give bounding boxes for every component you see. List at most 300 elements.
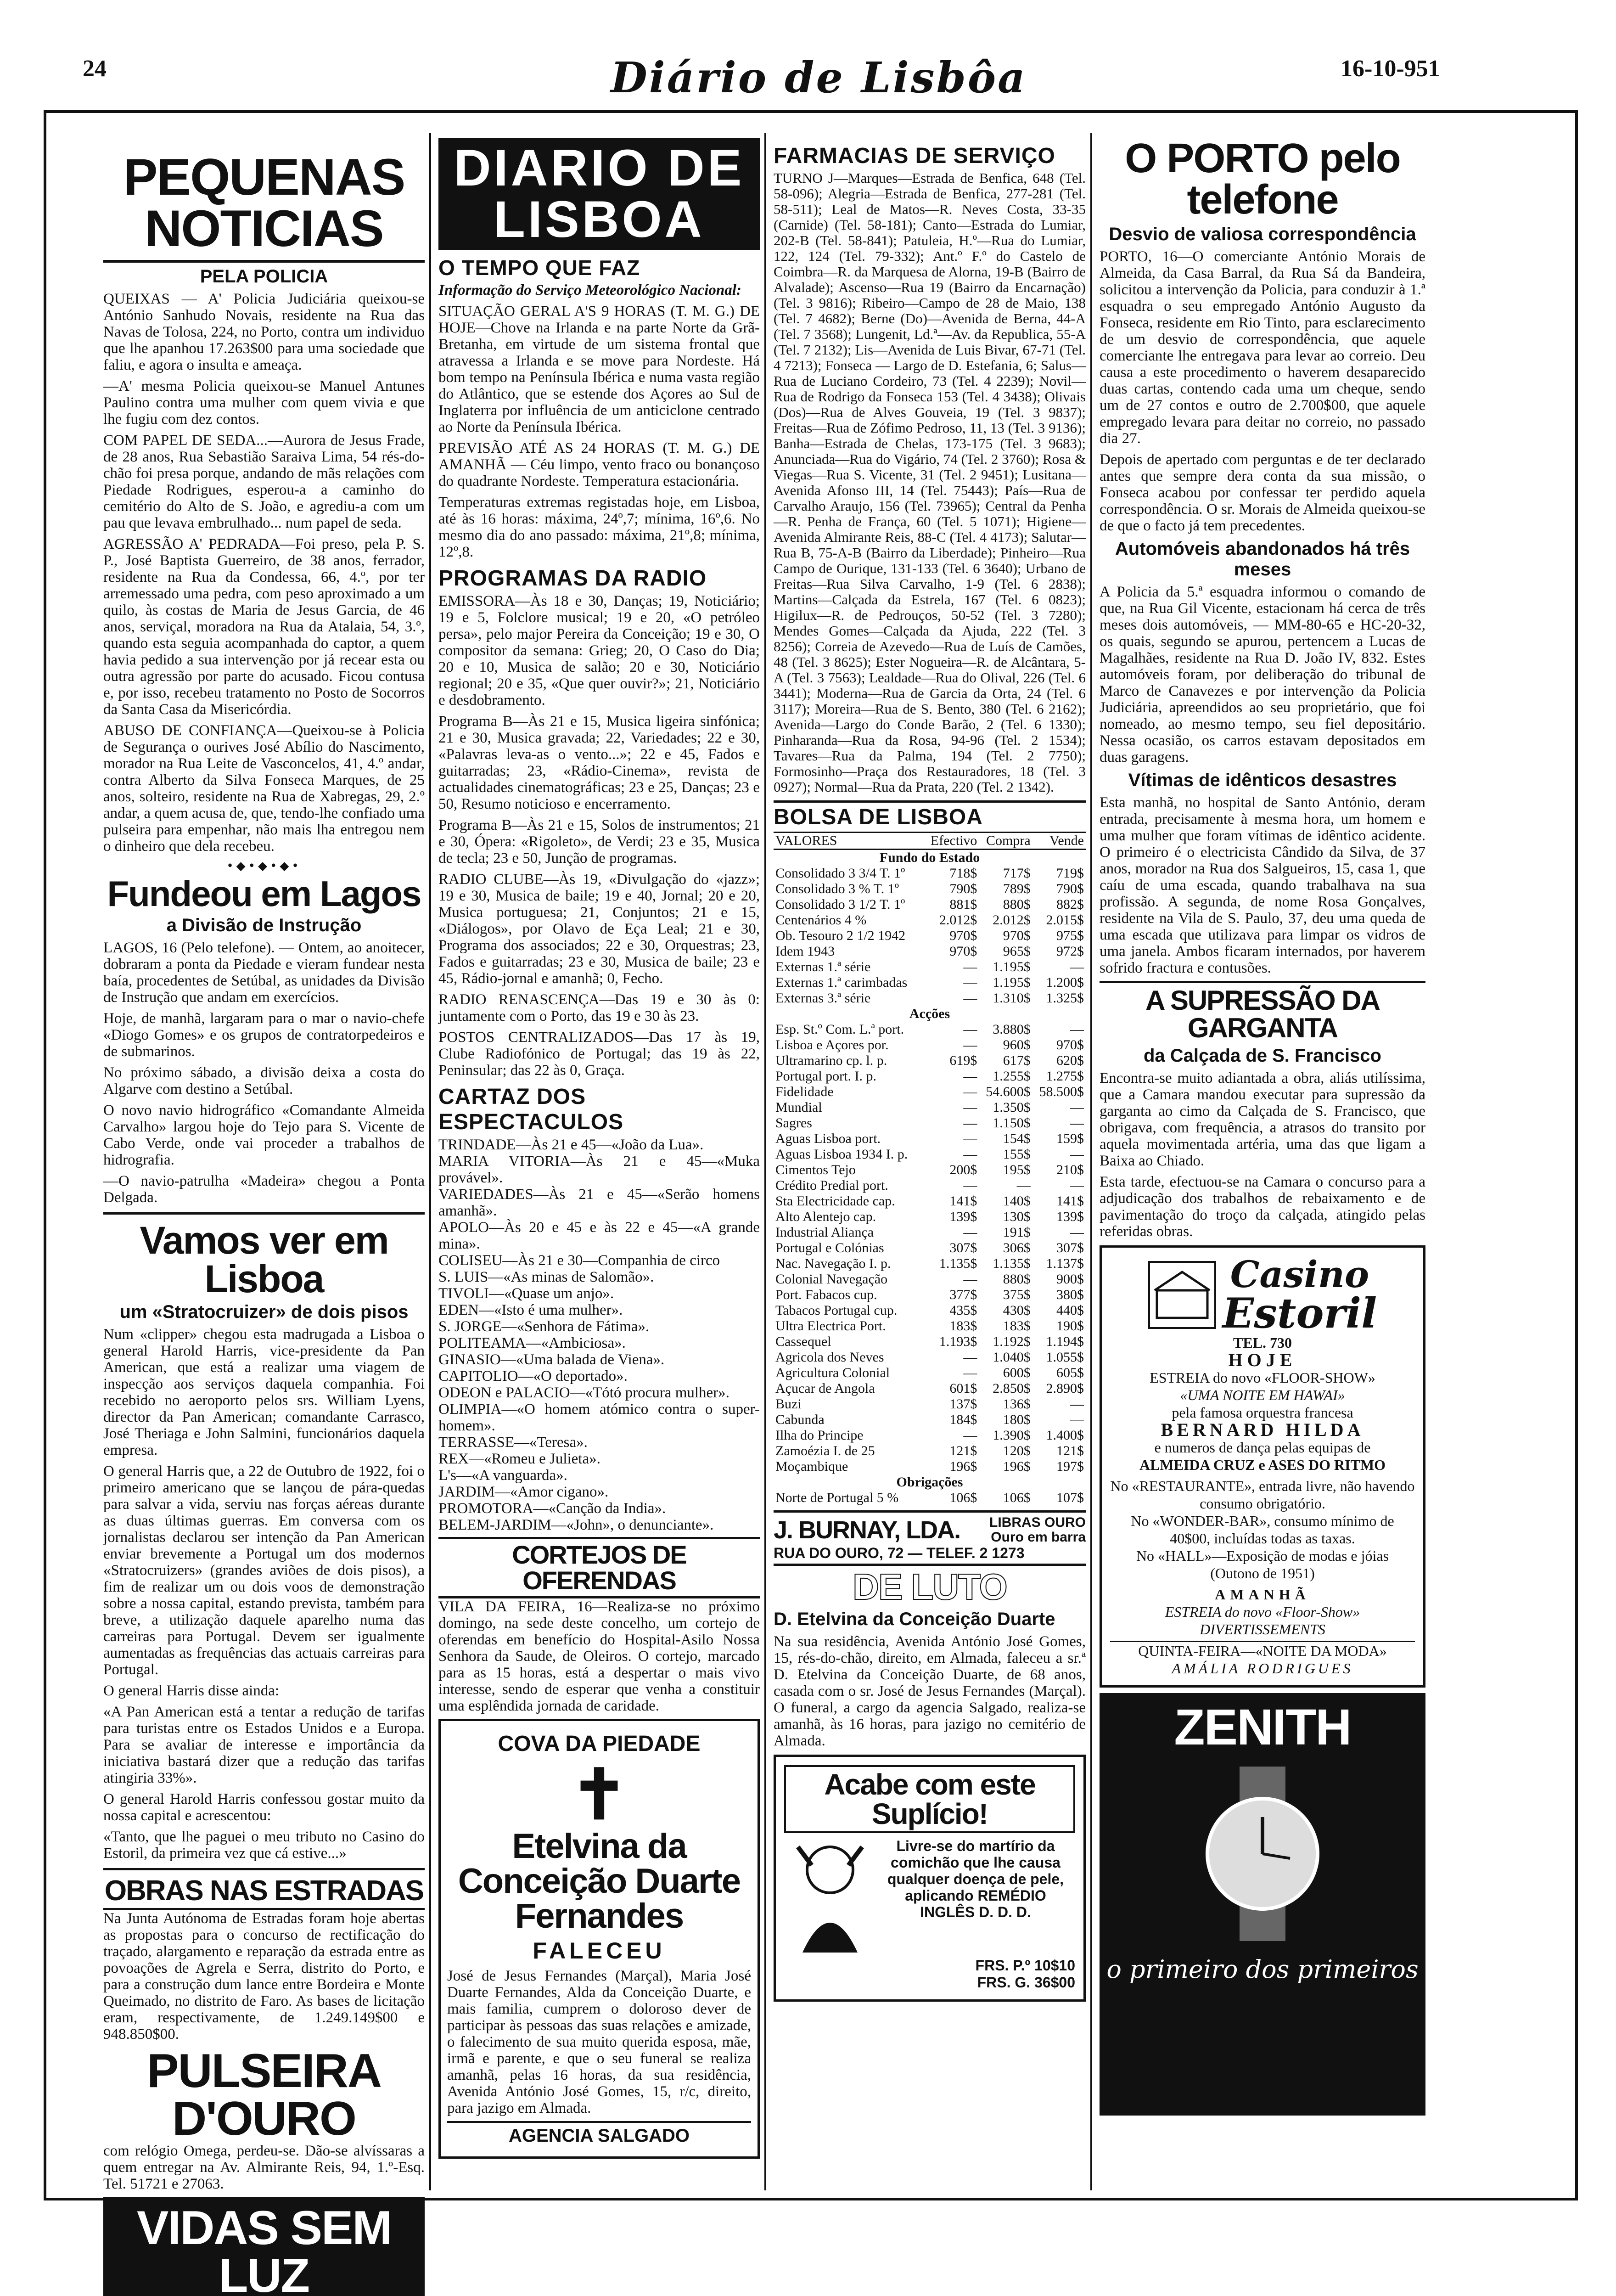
- stock-price: —: [1070, 1225, 1084, 1240]
- stock-price: 2.012$: [939, 912, 977, 928]
- headline: Vamos ver em Lisboa: [140, 1219, 388, 1300]
- stock-price: 196$: [1003, 1459, 1031, 1474]
- paragraph: Na sua residência, Avenida António José Gomes, 15, rés-do-chão, direito, em Almada, faleceu a sr.ª D. Etelvina da Conceição Duarte, de 68 anos, casada com o sr. José de Jesus Fernandes (Marçal). O funeral, a cargo da agencia Salgado, realiza-se amanhã, às 16 horas, para jazigo no cemitério de Almada.: [774, 1633, 1086, 1749]
- stock-price: —: [963, 1350, 977, 1365]
- stock-price: 790$: [949, 881, 977, 896]
- table-subheader: Acções: [909, 1006, 950, 1021]
- show-listing: REX—«Romeu e Julieta».: [438, 1451, 600, 1467]
- ad-price: FRS. G. 36$00: [977, 1974, 1075, 1991]
- table-row: [774, 975, 1086, 990]
- ornament-divider: •◆•◆•◆•: [226, 859, 302, 873]
- table-header: VALORES: [775, 833, 837, 848]
- paragraph: —O navio-patrulha «Madeira» chegou a Ponta Delgada.: [103, 1173, 425, 1206]
- table-row: [774, 944, 1086, 959]
- stock-price: 196$: [949, 1459, 977, 1474]
- table-row: [774, 1443, 1086, 1459]
- stock-price: 718$: [949, 866, 977, 881]
- table-row: [774, 1131, 1086, 1147]
- stock-price: 195$: [1003, 1162, 1031, 1177]
- column-rule: [1090, 133, 1092, 2190]
- burnay-address: RUA DO OURO, 72 — TELEF. 2 1273: [774, 1545, 1086, 1566]
- stock-price: 880$: [1003, 1272, 1031, 1287]
- stock-name: Consolidado 3 % T. 1º: [775, 881, 899, 896]
- table-row: [774, 1381, 1086, 1396]
- show-listing: TRINDADE—Às 21 e 45—«João da Lua».: [438, 1137, 704, 1153]
- table-row: [774, 1287, 1086, 1303]
- stock-price: —: [963, 1131, 977, 1146]
- stock-name: Portugal e Colónias: [775, 1240, 884, 1255]
- stock-price: 159$: [1056, 1131, 1084, 1146]
- burnay-gold: LIBRAS OURO: [989, 1515, 1086, 1530]
- stock-price: 106$: [1003, 1490, 1031, 1505]
- stock-price: —: [963, 1147, 977, 1162]
- stock-name: Zamoézia I. de 25: [775, 1443, 875, 1458]
- stock-name: Colonial Navegação: [775, 1272, 888, 1287]
- stock-name: Externas 3.ª série: [775, 990, 871, 1006]
- stock-name: Agricultura Colonial: [775, 1365, 890, 1380]
- stock-price: 1.325$: [1046, 990, 1084, 1006]
- stock-price: —: [963, 1365, 977, 1380]
- stock-price: —: [1070, 1412, 1084, 1427]
- zenith-ad: [1100, 1693, 1425, 2116]
- table-row: [774, 1069, 1086, 1084]
- paragraph: Temperaturas extremas registadas hoje, em Lisboa, até às 16 horas: máxima, 24º,7; mínima, 16º,6. No mesmo dia do ano passado: máxima, 21º,8; mínima, 12º,8.: [438, 494, 760, 560]
- show-listing: POLITEAMA—«Ambiciosa».: [438, 1335, 626, 1351]
- headline: A SUPRESSÃO DA GARGANTA: [1100, 981, 1425, 1042]
- stock-name: Industrial Aliança: [775, 1225, 874, 1240]
- obituary-agency: AGENCIA SALGADO: [447, 2121, 751, 2146]
- stock-name: Açucar de Angola: [775, 1381, 875, 1396]
- stock-name: Cabunda: [775, 1412, 825, 1427]
- stock-price: 1.310$: [993, 990, 1031, 1006]
- stock-price: 1.055$: [1046, 1350, 1084, 1365]
- show-listing: COLISEU—Às 21 e 30—Companhia de circo: [438, 1252, 720, 1269]
- zenith-logo: ZENITH: [1174, 1699, 1351, 1756]
- obituary-notice: [438, 1719, 760, 2159]
- stock-name: Cassequel: [775, 1334, 831, 1349]
- stock-price: 790$: [1056, 881, 1084, 896]
- stock-price: 54.600$: [986, 1084, 1031, 1099]
- stock-price: —: [963, 1100, 977, 1115]
- stock-name: Portugal port. I. p.: [775, 1069, 876, 1084]
- stock-price: 972$: [1056, 944, 1084, 959]
- cross-icon: ✝: [570, 1754, 628, 1835]
- stock-name: Mundial: [775, 1100, 822, 1115]
- stock-table: [774, 832, 1086, 1506]
- stock-price: 3.880$: [993, 1022, 1031, 1037]
- stock-name: Agricola dos Neves: [775, 1350, 884, 1365]
- stock-price: 882$: [1056, 897, 1084, 912]
- ad-headline: Acabe com este Suplício!: [784, 1765, 1075, 1833]
- show-listing: TIVOLI—«Quase um anjo».: [438, 1285, 614, 1302]
- ad-line: e numeros de dança pelas equipas de: [1154, 1439, 1371, 1456]
- stock-price: 620$: [1056, 1053, 1084, 1068]
- stock-price: 435$: [949, 1303, 977, 1318]
- table-subheader: Fundo do Estado: [879, 850, 980, 865]
- ad-line: AMÁLIA RODRIGUES: [1172, 1660, 1353, 1677]
- ad-line: No «RESTAURANTE», entrada livre, não havendo consumo obrigatório.: [1110, 1478, 1415, 1512]
- ad-line: ALMEIDA CRUZ e ASES DO RITMO: [1139, 1457, 1386, 1473]
- headline: OBRAS NAS ESTRADAS: [103, 1877, 425, 1910]
- stock-price: 1.275$: [1046, 1069, 1084, 1084]
- show-listing: TERRASSE—«Teresa».: [438, 1434, 588, 1451]
- table-row: [774, 1256, 1086, 1272]
- show-listing: OLIMPIA—«O homem atómico contra o super-homem».: [438, 1401, 760, 1434]
- section-heading: PROGRAMAS DA RADIO: [438, 566, 707, 591]
- watch-icon: [1189, 1767, 1336, 1941]
- stock-price: 183$: [949, 1318, 977, 1334]
- stock-price: 1.193$: [939, 1334, 977, 1349]
- stock-price: 440$: [1056, 1303, 1084, 1318]
- stock-price: 617$: [1003, 1053, 1031, 1068]
- zenith-tagline: o primeiro dos primeiros: [1106, 1955, 1419, 1984]
- ad-line: HOJE: [1228, 1350, 1297, 1370]
- stock-name: Fidelidade: [775, 1084, 834, 1099]
- paragraph: Esta manhã, no hospital de Santo António, deram entrada, precisamente à mesma hora, um homem e uma mulher que foram vítimas de idêntico acidente. O primeiro é o electricista Cândido da Silva, de 37 anos, morador na Rua dos Salgueiros, 15, casa 1, que caíu de uma escada, quando trabalhava na sua profissão. A segunda, de nome Rosa Gonçalves, residente na Vila de S. Paulo, 37, deu uma queda de uma escada que utilizava para limpar os vidros de uma janela. Ambos ficaram internados, por haverem sofrido fractura e contusões.: [1100, 794, 1425, 976]
- stock-name: Nac. Navegação I. p.: [775, 1256, 891, 1271]
- ad-line: AMANHÃ: [1215, 1586, 1310, 1603]
- stock-price: 970$: [949, 944, 977, 959]
- headline: Fundeou em Lagos: [107, 873, 421, 914]
- stock-price: 601$: [949, 1381, 977, 1396]
- stock-price: —: [963, 1225, 977, 1240]
- ad-text: Livre-se do martírio da comichão que lhe causa qualquer doença de pele, aplicando REMÉDIO INGLÊS D. D. D.: [887, 1838, 1064, 1920]
- paragraph: «Tanto, que lhe paguei o meu tributo no Casino do Estoril, da primeira vez que cá estive...»: [103, 1829, 425, 1862]
- show-listing: BELEM-JARDIM—«John», o denunciante».: [438, 1517, 714, 1533]
- table-row: [774, 1022, 1086, 1037]
- stock-price: 1.195$: [993, 975, 1031, 990]
- paragraph: O general Harris disse ainda:: [103, 1683, 280, 1699]
- vidas-sem-luz-ad: VIDAS SEM LUZ: [103, 2197, 425, 2296]
- stock-price: 975$: [1056, 928, 1084, 943]
- stock-price: —: [963, 1428, 977, 1443]
- paragraph: Na Junta Autónoma de Estradas foram hoje abertas as propostas para o concurso de rectificação do traçado, alargamento e reparação da estrada entre as povoações de Agrela e Serra, distrito do Porto, e para a construção dum lance entre Bordeira e Monte Queimado, no distrito de Faro. As bases de licitação eram, respectivamente, de 1.249.149$00 e 948.850$00.: [103, 1910, 425, 2043]
- stock-price: 155$: [1003, 1147, 1031, 1162]
- section-heading: FARMACIAS DE SERVIÇO: [774, 144, 1055, 168]
- paragraph: QUEIXAS — A' Policia Judiciária queixou-se António Sanhudo Novais, residente na Rua das Navas de Tolosa, 224, no Porto, contra um individuo que lhe apanhou 17.263$00 para uma sociedade que faliu, e agora o insulta e ameaça.: [103, 291, 425, 373]
- table-row: [774, 1209, 1086, 1225]
- table-row: [774, 1334, 1086, 1350]
- stock-price: 130$: [1003, 1209, 1031, 1224]
- paragraph: No próximo sábado, a divisão deixa a costa do Algarve com destino a Setúbal.: [103, 1064, 425, 1097]
- stock-name: Tabacos Portugal cup.: [775, 1303, 898, 1318]
- stock-price: 140$: [1003, 1193, 1031, 1209]
- stock-price: 430$: [1003, 1303, 1031, 1318]
- stock-price: —: [963, 959, 977, 974]
- show-listing: VARIEDADES—Às 21 e 45—«Serão homens amanhã».: [438, 1186, 760, 1219]
- paragraph: COM PAPEL DE SEDA...—Aurora de Jesus Frade, de 28 anos, Rua Sebastião Saraiva Lima, 54 rés-do-chão foi presa porque, andando de mãs relações com Piedade Rodrigues, esperou-a a caminho do cemitério do Alto de S. João, e agrediu-a com um pau que levava embrulhado... num papel de seda.: [103, 432, 425, 531]
- stock-price: 600$: [1003, 1365, 1031, 1380]
- obituary-status: FALECEU: [533, 1938, 666, 1964]
- table-row: [774, 1490, 1086, 1506]
- subheadline: da Calçada de S. Francisco: [1144, 1046, 1381, 1066]
- table-subheader: Obrigações: [896, 1474, 963, 1490]
- estoril-logo: Estoril: [1222, 1289, 1377, 1338]
- section-heading: O TEMPO QUE FAZ: [438, 256, 640, 280]
- table-row: [774, 1412, 1086, 1428]
- stock-name: Consolidado 3 3/4 T. 1º: [775, 866, 905, 881]
- stock-price: —: [963, 975, 977, 990]
- table-row: [774, 1459, 1086, 1474]
- scratching-man-icon: [784, 1838, 876, 1957]
- table-row: [774, 1318, 1086, 1334]
- column-2: [438, 138, 760, 2190]
- stock-price: 307$: [1056, 1240, 1084, 1255]
- stock-price: 210$: [1056, 1162, 1084, 1177]
- stock-price: 2.015$: [1046, 912, 1084, 928]
- table-row: [774, 928, 1086, 944]
- stock-price: 1.400$: [1046, 1428, 1084, 1443]
- stock-price: 1.135$: [939, 1256, 977, 1271]
- paragraph: RADIO CLUBE—Às 19, «Divulgação do «jazz»; 19 e 30, Musica de baile; 19 e 40, Jornal; 20 e 20, Musica portuguesa; 21, Conjuntos; 21 e 15, «Diálogos», por Olavo de Eça Leal; 21 e 30, Programa dos associados; 22 e 30, Orquestras; 23, Fados e guitarradas; 23 e 30, Musica de baile; 23 e 45, Rádio-jornal e amanhã; 0, Fecho.: [438, 871, 760, 987]
- paragraph: RADIO RENASCENÇA—Das 19 e 30 às 0: juntamente com o Porto, das 19 e 30 às 23.: [438, 991, 760, 1024]
- subheadline: Vítimas de idênticos desastres: [1128, 770, 1397, 790]
- remedy-ad: [774, 1755, 1086, 2002]
- paragraph: ABUSO DE CONFIANÇA—Queixou-se à Policia de Segurança o ourives José Abílio do Nascimento, morador na Rua Leite de Vasconcelos, 41, 4.º andar, contra Alberto da Silva Fonseca Marques, de 25 anos, solteiro, residente na Rua de Xabregas, 29, 2.º andar, a quem acusa de, que, tendo-lhe confiado uma pulseira para empenhar, não mais lha entregou nem o dinheiro que dela recebeu.: [103, 722, 425, 855]
- table-row: [774, 866, 1086, 881]
- paragraph: PREVISÃO ATÉ AS 24 HORAS (T. M. G.) DE AMANHÃ — Céu limpo, vento fraco ou bonançoso do quadrante Nordeste. Temperatura estacionária.: [438, 440, 760, 490]
- paragraph: AGRESSÃO A' PEDRADA—Foi preso, pela P. S. P., José Baptista Guerreiro, de 38 anos, ferrador, residente na Rua da Condessa, 66, 4.º, por ter arremessado uma pedra, com peso aproximado a um quilo, às costas de Maria de Jesus Garcia, de 46 anos, serviçal, moradora na Rua da Atalaia, 54, 3.º, quando esta seguia acompanhada do captor, a quem havia pedido a sua intervenção por já recear esta ou outra agressão por parte do acusado. Ficou contusa e, por isso, recebeu tratamento no Posto de Socorros da Santa Casa da Misericórdia.: [103, 536, 425, 718]
- table-row: [774, 1115, 1086, 1131]
- stock-price: 141$: [1056, 1193, 1084, 1209]
- stock-price: 120$: [1003, 1443, 1031, 1458]
- ad-line: «UMA NOITE EM HAWAI»: [1180, 1387, 1345, 1403]
- stock-name: Norte de Portugal 5 %: [775, 1490, 899, 1505]
- divider: [103, 1212, 425, 1215]
- stock-price: 605$: [1056, 1365, 1084, 1380]
- stock-price: 180$: [1003, 1412, 1031, 1427]
- stock-name: Ilha do Principe: [775, 1428, 864, 1443]
- stock-price: 183$: [1003, 1318, 1031, 1334]
- table-row: [774, 1193, 1086, 1209]
- show-listing: S. LUIS—«As minas de Salomão».: [438, 1269, 654, 1285]
- stock-name: Lisboa e Açores por.: [775, 1037, 889, 1052]
- stock-name: Centenários 4 %: [775, 912, 867, 928]
- paragraph: Programa B—Às 21 e 15, Solos de instrumentos; 21 e 30, Ópera: «Rigoleto», de Verdi; 23 e 35, Musica de tecla; 23 e 50, Junção de programas.: [438, 817, 760, 867]
- section-heading: CARTAZ DOS ESPECTACULOS: [438, 1085, 624, 1134]
- stock-price: 1.135$: [993, 1256, 1031, 1271]
- stock-name: Sagres: [775, 1115, 812, 1131]
- paragraph: VILA DA FEIRA, 16—Realiza-se no próximo domingo, na sede deste concelho, um cortejo de oferendas em benefício do Hospital-Asilo Nossa Senhora da Saude, de Oleiros. O cortejo, marcado para as 15 horas, está a despertar o mais vivo interesse, sendo de esperar que venha a constituir uma esplêndida jornada de caridade.: [438, 1598, 760, 1714]
- section-heading: BOLSA DE LISBOA: [774, 800, 1086, 830]
- stock-price: 58.500$: [1039, 1084, 1084, 1099]
- stock-price: 1.255$: [993, 1069, 1031, 1084]
- headline: O PORTO pelo telefone: [1125, 135, 1400, 223]
- table-row: [774, 1428, 1086, 1443]
- paragraph: Encontra-se muito adiantada a obra, aliás utilíssima, que a Camara mandou executar para supressão da garganta ao cimo da Calçada de S. Francisco, que obrigava, com frequência, a atrasos do transito por aquela movimentada artéria, uma das que ligam a Baixa ao Chiado.: [1100, 1070, 1425, 1169]
- stock-price: 200$: [949, 1162, 977, 1177]
- headline: PULSEIRA D'OURO: [147, 2044, 381, 2145]
- column-1: [103, 138, 425, 2296]
- paragraph: com relógio Omega, perdeu-se. Dão-se alvíssaras a quem entregar na Av. Almirante Reis, 94, 1.º-Esq. Tel. 51721 e 27063.: [103, 2143, 425, 2192]
- stock-price: 1.150$: [993, 1115, 1031, 1131]
- stock-price: 970$: [1003, 928, 1031, 943]
- section-subtitle: PELA POLICIA: [200, 266, 328, 287]
- stock-price: 1.192$: [993, 1334, 1031, 1349]
- paragraph: EMISSORA—Às 18 e 30, Danças; 19, Noticiário; 19 e 5, Folclore musical; 19 e 20, «O petróleo persa», pelo major Pereira da Conceição; 19 e 30, O compositor da semana: Grieg; 20, O Caso do Dia; 20 e 10, Musica de salão; 20 e 30, Noticiário regional; 20 e 35, «Que quer ouvir?»; 21, Noticiário e desdobramento.: [438, 593, 760, 709]
- show-listing: S. JORGE—«Senhora de Fátima».: [438, 1318, 650, 1335]
- paragraph: SITUAÇÃO GERAL A'S 9 HORAS (T. M. G.) DE HOJE—Chove na Irlanda e na parte Norte da Grã-Bretanha, em virtude de um sistema frontal que atravessa a Irlanda e se move para Nordeste. Há bom tempo na Península Ibérica e numa vasta região do Atlântico, que se estende dos Açores ao Sul de Inglaterra por influência de um anticiclone centrado ao Norte da Península Ibérica.: [438, 303, 760, 435]
- stock-price: 197$: [1056, 1459, 1084, 1474]
- burnay-name: J. BURNAY, LDA.: [774, 1516, 960, 1544]
- stock-price: 1.040$: [993, 1350, 1031, 1365]
- table-row: [774, 1053, 1086, 1069]
- masthead-title: Diário de Lisbôa: [611, 53, 1027, 102]
- table-row: [774, 1365, 1086, 1381]
- stock-price: 1.350$: [993, 1100, 1031, 1115]
- stock-price: 106$: [949, 1490, 977, 1505]
- table-row: [774, 1272, 1086, 1287]
- stock-price: —: [963, 990, 977, 1006]
- stock-name: Crédito Predial port.: [775, 1178, 888, 1193]
- table-row: [774, 881, 1086, 897]
- obituary-location: COVA DA PIEDADE: [498, 1732, 701, 1756]
- column-4: [1100, 135, 1425, 2190]
- stock-name: Ob. Tesouro 2 1/2 1942: [775, 928, 906, 943]
- stock-price: 719$: [1056, 866, 1084, 881]
- show-listing: JARDIM—«Amor cigano».: [438, 1484, 609, 1500]
- show-listing: GINASIO—«Uma balada de Viena».: [438, 1351, 665, 1368]
- ad-line: QUINTA-FEIRA—«NOITE DA MODA»: [1110, 1641, 1415, 1660]
- ad-line: No «HALL»—Exposição de modas e jóias (Outono de 1951): [1136, 1548, 1389, 1581]
- stock-price: —: [963, 1115, 977, 1131]
- casino-logo: Casino: [1230, 1253, 1369, 1296]
- stock-price: —: [1070, 1115, 1084, 1131]
- stock-price: 141$: [949, 1193, 977, 1209]
- table-header: Compra: [986, 833, 1031, 848]
- subheadline: Desvio de valiosa correspondência: [1109, 224, 1416, 244]
- subheadline: um «Stratocruizer» de dois pisos: [119, 1302, 409, 1322]
- stock-price: 2.012$: [993, 912, 1031, 928]
- stock-price: —: [1070, 1100, 1084, 1115]
- stock-price: —: [1016, 1178, 1031, 1193]
- table-row: [774, 1225, 1086, 1240]
- show-listing: EDEN—«Isto é uma mulher».: [438, 1302, 623, 1318]
- paragraph: O general Harris que, a 22 de Outubro de 1922, foi o primeiro americano que se lançou de pára-quedas para salvar a vida, serviu nas forças aéreas durante as duas últimas guerras. Em conversa com os jornalistas declarou ser intenção da Pan American enviar brevemente a Portugal um dos modernos «Stratocruizers» (grandes aviões de dois pisos), a fim de realizar um ou dois voos de demonstração sobre a nossa capital, estando prevista, também para breve, a utilização daquele aparelho numa das carreiras para Portugal. Devem ser igualmente aumentadas as frequências das actuais carreiras para Portugal.: [103, 1463, 425, 1678]
- stock-price: 619$: [949, 1053, 977, 1068]
- table-row: [774, 912, 1086, 928]
- subheadline: a Divisão de Instrução: [166, 915, 362, 935]
- table-row: [774, 1162, 1086, 1178]
- stock-price: 191$: [1003, 1225, 1031, 1240]
- stock-name: Moçambique: [775, 1459, 848, 1474]
- show-listing: ODEON e PALACIO—«Tótó procura mulher».: [438, 1384, 729, 1401]
- table-row: [774, 990, 1086, 1006]
- table-row: [774, 1350, 1086, 1365]
- stock-price: —: [1070, 1178, 1084, 1193]
- paragraph: Num «clipper» chegou esta madrugada a Lisboa o general Harold Harris, vice-presidente da Pan American, que está a realizar uma viagem de inspecção aos serviços daquela companhia. Foi recebido no aeroporto pelos srs. William Lyens, director da Pan American; comandante Carrasco, José Theriaga e John Salmini, funcionários daquela empresa.: [103, 1326, 425, 1458]
- stock-price: 970$: [949, 928, 977, 943]
- stock-price: 154$: [1003, 1131, 1031, 1146]
- table-row: [774, 1240, 1086, 1256]
- paragraph: «A Pan American está a tentar a redução de tarifas para turistas entre os Estados Unidos e a Europa. Para se avaliar de interesse e importância da iniciativa bastará dizer que a redução das tarifas atingiria 33%».: [103, 1704, 425, 1786]
- stock-price: —: [1070, 959, 1084, 974]
- table-row: [774, 1100, 1086, 1115]
- stock-price: 965$: [1003, 944, 1031, 959]
- stock-name: Alto Alentejo cap.: [775, 1209, 876, 1224]
- table-row: [774, 897, 1086, 912]
- stock-price: 2.890$: [1046, 1381, 1084, 1396]
- paragraph: Esta tarde, efectuou-se na Camara o concurso para a adjudicação dos trabalhos de rebaixamento e de pavimentação do troço da calçada, atingido pelas referidas obras.: [1100, 1174, 1425, 1240]
- shows-list: [438, 1137, 760, 1533]
- ad-line: ESTREIA do novo «FLOOR-SHOW»: [1150, 1369, 1375, 1386]
- stock-price: 2.850$: [993, 1381, 1031, 1396]
- stock-price: 1.194$: [1046, 1334, 1084, 1349]
- show-listing: MARIA VITORIA—Às 21 e 45—«Muka provável».: [438, 1153, 760, 1186]
- stock-name: Externas 1.ª carimbadas: [775, 975, 908, 990]
- stock-price: —: [963, 1178, 977, 1193]
- paragraph: Depois de apertado com perguntas e de ter declarado antes que sempre dera conta da sua missão, o Fonseca acabou por confessar ter perdido aquela correspondência. O sr. Morais de Almeida queixou-se de que o facto já tem precedentes.: [1100, 451, 1425, 534]
- show-listing: L's—«A vanguarda».: [438, 1467, 567, 1484]
- stock-name: Ultramarino cp. l. p.: [775, 1053, 887, 1068]
- column-rule: [429, 133, 431, 2190]
- paragraph: O novo navio hidrográfico «Comandante Almeida Carvalho» largou hoje do Tejo para S. Vicente de Cabo Verde, onde vai proceder a trabalhos de hidrografia.: [103, 1102, 425, 1168]
- stock-price: —: [963, 1084, 977, 1099]
- stock-price: 307$: [949, 1240, 977, 1255]
- paragraph: José de Jesus Fernandes (Marçal), Maria José Duarte Fernandes, Alda da Conceição Duarte, e mais familia, cumprem o doloroso dever de participar às pessoas das suas relações e amizade, o falecimento de sua muito querida esposa, mãe, irmã e parente, e que o seu funeral se realiza amanhã, pelas 16 horas, da sua residência, Avenida António José Gomes, 15, r/c, direito, para jazigo em Almada.: [447, 1968, 751, 2116]
- table-row: [774, 1147, 1086, 1162]
- burnay-bar: Ouro em barra: [991, 1530, 1086, 1545]
- paragraph: Hoje, de manhã, largaram para o mar o navio-chefe «Diogo Gomes» e os grupos de contratorpedeiros e de submarinos.: [103, 1010, 425, 1060]
- stock-price: 970$: [1056, 1037, 1084, 1052]
- column-rule: [764, 133, 766, 2190]
- paragraph: O general Harold Harris confessou gostar muito da nossa capital e acrescentou:: [103, 1791, 425, 1824]
- table-header: Vende: [1049, 833, 1084, 848]
- pequenas-noticias-title: PEQUENAS NOTICIAS: [103, 152, 425, 263]
- divider: [103, 1868, 425, 1870]
- stock-name: Consolidado 3 1/2 T. 1º: [775, 897, 905, 912]
- stock-name: Aguas Lisboa port.: [775, 1131, 881, 1146]
- stock-name: Cimentos Tejo: [775, 1162, 856, 1177]
- stock-name: Aguas Lisboa 1934 I. p.: [775, 1147, 908, 1162]
- stock-price: —: [963, 1022, 977, 1037]
- stock-price: 121$: [949, 1443, 977, 1458]
- stock-price: 1.390$: [993, 1428, 1031, 1443]
- stock-price: —: [1070, 1147, 1084, 1162]
- casino-estoril-ad: [1100, 1245, 1425, 1688]
- stock-price: —: [963, 1037, 977, 1052]
- stock-name: Externas 1.ª série: [775, 959, 871, 974]
- diario-banner: DIARIO DE LISBOA: [438, 138, 760, 250]
- headline: DE LUTO: [853, 1566, 1007, 1607]
- stock-name: Buzi: [775, 1396, 802, 1412]
- page-date: 16-10-951: [1341, 56, 1440, 82]
- ad-line: pela famosa orquestra francesa: [1172, 1404, 1353, 1421]
- stock-price: 190$: [1056, 1318, 1084, 1334]
- table-row: [774, 1396, 1086, 1412]
- headline: CORTEJOS DE OFERENDAS: [438, 1537, 760, 1598]
- stock-price: —: [963, 1069, 977, 1084]
- table-row: [774, 1037, 1086, 1053]
- stock-price: 881$: [949, 897, 977, 912]
- stock-price: 1.195$: [993, 959, 1031, 974]
- show-listing: APOLO—Às 20 e 45 e às 22 e 45—«A grande mina».: [438, 1219, 760, 1252]
- paragraph: TURNO J—Marques—Estrada de Benfica, 648 (Tel. 58-096); Alegria—Estrada de Benfica, 277-281 (Tel. 58-511); Leal de Matos—R. Neves Costa, 33-35 (Carnide) (Tel. 58-181); Canto—Estrada do Lumiar, 202-B (Tel. 58-841); Patuleia, H.º—Rua do Lumiar, 122, 124 (Tel. 79-332); Ant.º F.º do Castelo de Coimbra—R. da Marquesa de Alorna, 19-B (Bairro de Alvalade); Ascenso—Rua 19 (Bairro da Encarnação) (Tel. 3 9816); Ribeiro—Campo de 28 de Maio, 138 (Tel. 7 4682); Berne (Do)—Avenida de Berna, 44-A (Tel. 7 3568); Lungenit, Ld.ª—Av. da Republica, 55-A (Tel. 7 2132); Lis—Avenida de Luis Bivar, 67-71 (Tel. 4 7213); Fonseca — Largo de D. Estefania, 6; Salus—Rua de Luciano Cordeiro, 73 (Tel. 4 2239); Novil—Rua de Rodrigo da Fonseca 153 (Tel. 4 3438); Olivais (Dos)—Rua de Alves Gouveia, 19 (Tel. 3 9837); Freitas—Rua de Zófimo Pedroso, 11, 13 (Tel. 3 9136); Banha—Estrada de Chelas, 173-175 (Tel. 3 9683); Anunciada—Rua do Vigário, 74 (Tel. 2 3760); Rosa & Viegas—Rua S. Vicente, 31 (Tel. 2 9451); Lusitana—Avenida Afonso III, 14 (Tel. 75443); País—Rua de Carvalho Araujo, 156 (Tel. 73965); Central da Penha—R. Penha de França, 60 (Tel. 5 1071); Higiene—Avenida Almirante Reis, 88-C (Tel. 4 4173); Salutar—Rua B, 75-A-B (Bairro da Liberdade); Pinheiro—Rua Campo de Ourique, 131-133 (Tel. 6 3640); Urbano de Freitas—Rua Silva Carvalho, 1-9 (Tel. 6 2838); Martins—Calçada da Estrela, 167 (Tel. 6 0823); Higilux—R. de Pedrouços, 50-52 (Tel. 3 7280); Mendes Gomes—Calçada da Ajuda, 222 (Tel. 3 8256); Correia de Azevedo—Rua de Luís de Camões, 48 (Tel. 3 8625); Ester Nogueira—R. de Alcântara, 5-A (Tel. 3 7563); Lealdade—Rua do Olival, 226 (Tel. 6 3441); Moderna—Rua de Garcia da Orta, 24 (Tel. 6 3117); Moreira—Rua de S. Bento, 380 (Tel. 6 2162); Avenida—Largo do Conde Barão, 2 (Tel. 6 1330); Pinharanda—Rua da Rosa, 94-96 (Tel. 2 1534); Tavares—Rua da Palma, 194 (Tel. 2 7750); Formosinho—Praça dos Restauradores, 18 (Tel. 3 0927); Normal—Rua da Prata, 220 (Tel. 2 1342).: [774, 170, 1086, 795]
- stock-price: 306$: [1003, 1240, 1031, 1255]
- show-listing: CAPITOLIO—«O deportado».: [438, 1368, 628, 1384]
- stock-price: 107$: [1056, 1490, 1084, 1505]
- stock-price: 1.137$: [1046, 1256, 1084, 1271]
- stock-name: Esp. St.º Com. L.ª port.: [775, 1022, 904, 1037]
- paragraph: PORTO, 16—O comerciante António Morais de Almeida, da Casa Barral, da Rua Sá da Bandeira, solicitou a intervenção da Policia, para conduzir à 1.ª esquadra o seu empregado António Augusto da Fonseca, residente em Rio Tinto, para esclarecimento de um desvio de correspondência, que aquele comerciante lhe entregava para levar ao correio. Deu causa a este procedimento o haverem desaparecido duas cartas, contendo cada uma um cheque, sendo um de 27 contos e outro de 2.700$00, que aquele empregado levara para deitar no correio, no passado dia 27.: [1100, 248, 1425, 447]
- stock-price: 121$: [1056, 1443, 1084, 1458]
- ad-line: BERNARD HILDA: [1161, 1419, 1364, 1440]
- stock-price: —: [1070, 1396, 1084, 1412]
- stock-price: 377$: [949, 1287, 977, 1302]
- burnay-ad: [774, 1510, 1086, 1566]
- stock-price: 900$: [1056, 1272, 1084, 1287]
- stock-price: 789$: [1003, 881, 1031, 896]
